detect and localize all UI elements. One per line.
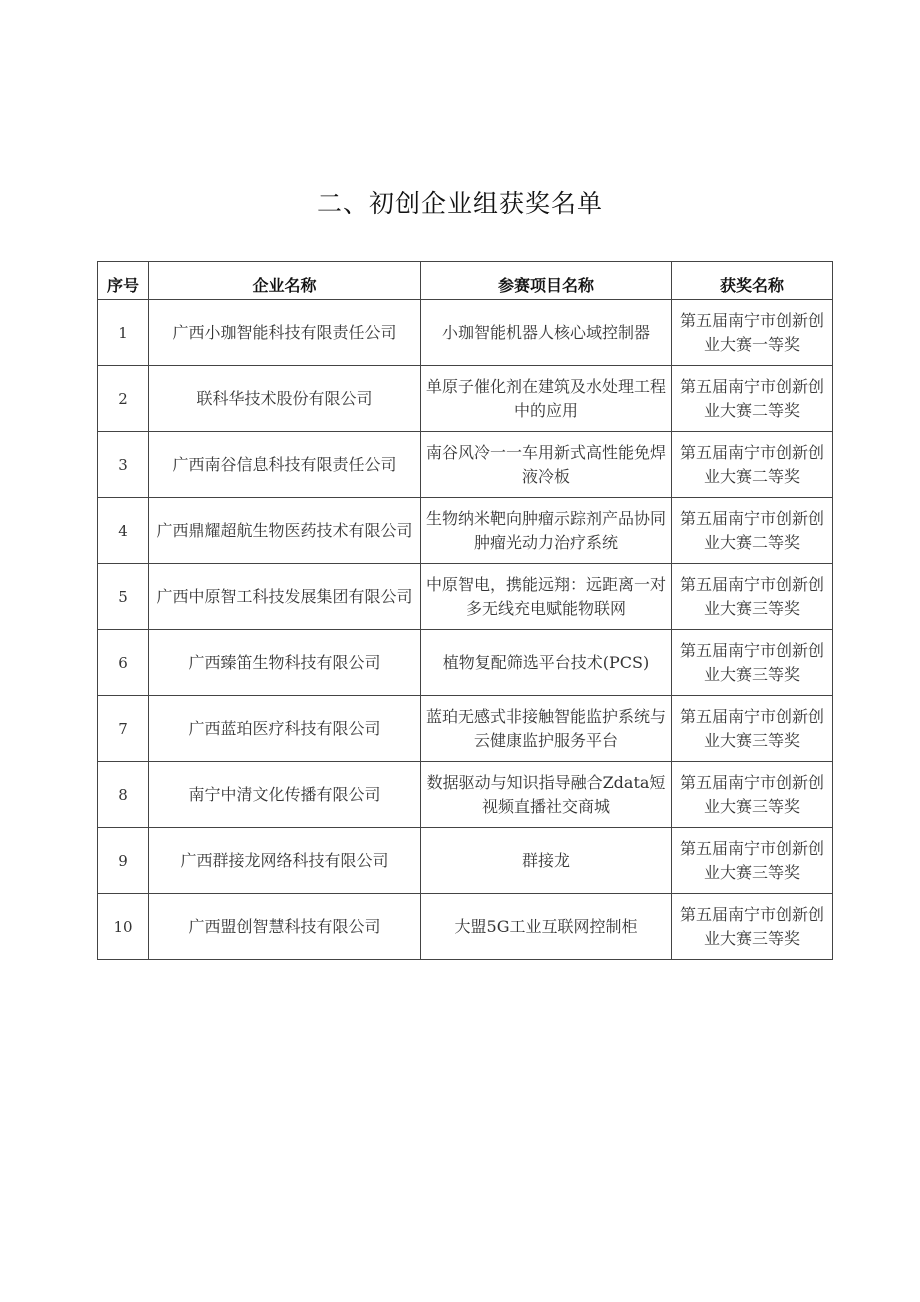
table-row — [98, 498, 833, 564]
table-row — [98, 696, 833, 762]
header-serial-number: 序号 — [98, 262, 149, 300]
table-row — [98, 432, 833, 498]
award-name-cell: 第五届南宁市创新创业大赛三等奖 — [672, 564, 833, 630]
award-name-cell: 第五届南宁市创新创业大赛三等奖 — [672, 630, 833, 696]
serial-number-cell: 8 — [98, 762, 149, 828]
serial-number-cell: 4 — [98, 498, 149, 564]
page-title: 二、初创企业组获奖名单 — [316, 189, 603, 218]
table-header-row — [98, 262, 833, 300]
header-company-name: 企业名称 — [149, 262, 421, 300]
project-name-cell: 生物纳米靶向肿瘤示踪剂产品协同肿瘤光动力治疗系统 — [421, 498, 672, 564]
serial-number-cell: 3 — [98, 432, 149, 498]
project-name-cell: 中原智电，携能远翔：远距离一对多无线充电赋能物联网 — [421, 564, 672, 630]
award-list-table — [97, 261, 833, 960]
project-name-cell: 群接龙 — [421, 828, 672, 894]
serial-number-cell: 9 — [98, 828, 149, 894]
table-row — [98, 564, 833, 630]
header-project-name: 参赛项目名称 — [421, 262, 672, 300]
table-row — [98, 630, 833, 696]
serial-number-cell: 7 — [98, 696, 149, 762]
serial-number-cell: 5 — [98, 564, 149, 630]
header-award-name: 获奖名称 — [672, 262, 833, 300]
company-name-cell: 广西南谷信息科技有限责任公司 — [149, 432, 421, 498]
company-name-cell: 广西中原智工科技发展集团有限公司 — [149, 564, 421, 630]
table-row — [98, 300, 833, 366]
award-name-cell: 第五届南宁市创新创业大赛二等奖 — [672, 432, 833, 498]
project-name-cell: 大盟5G工业互联网控制柜 — [421, 894, 672, 960]
table-row — [98, 366, 833, 432]
project-name-cell: 植物复配筛选平台技术(PCS) — [421, 630, 672, 696]
award-name-cell: 第五届南宁市创新创业大赛三等奖 — [672, 762, 833, 828]
award-name-cell: 第五届南宁市创新创业大赛三等奖 — [672, 828, 833, 894]
table-row — [98, 828, 833, 894]
serial-number-cell: 2 — [98, 366, 149, 432]
serial-number-cell: 1 — [98, 300, 149, 366]
award-name-cell: 第五届南宁市创新创业大赛三等奖 — [672, 894, 833, 960]
company-name-cell: 广西群接龙网络科技有限公司 — [149, 828, 421, 894]
company-name-cell: 广西臻笛生物科技有限公司 — [149, 630, 421, 696]
award-name-cell: 第五届南宁市创新创业大赛一等奖 — [672, 300, 833, 366]
table-row — [98, 762, 833, 828]
award-name-cell: 第五届南宁市创新创业大赛二等奖 — [672, 366, 833, 432]
project-name-cell: 单原子催化剂在建筑及水处理工程中的应用 — [421, 366, 672, 432]
award-name-cell: 第五届南宁市创新创业大赛二等奖 — [672, 498, 833, 564]
table-row — [98, 894, 833, 960]
company-name-cell: 广西蓝珀医疗科技有限公司 — [149, 696, 421, 762]
serial-number-cell: 6 — [98, 630, 149, 696]
serial-number-cell: 10 — [98, 894, 149, 960]
project-name-cell: 南谷风冷一一车用新式高性能免焊液冷板 — [421, 432, 672, 498]
award-name-cell: 第五届南宁市创新创业大赛三等奖 — [672, 696, 833, 762]
project-name-cell: 蓝珀无感式非接触智能监护系统与云健康监护服务平台 — [421, 696, 672, 762]
company-name-cell: 联科华技术股份有限公司 — [149, 366, 421, 432]
company-name-cell: 南宁中清文化传播有限公司 — [149, 762, 421, 828]
project-name-cell: 数据驱动与知识指导融合Zdata短视频直播社交商城 — [421, 762, 672, 828]
project-name-cell: 小珈智能机器人核心域控制器 — [421, 300, 672, 366]
company-name-cell: 广西盟创智慧科技有限公司 — [149, 894, 421, 960]
company-name-cell: 广西鼎耀超航生物医药技术有限公司 — [149, 498, 421, 564]
company-name-cell: 广西小珈智能科技有限责任公司 — [149, 300, 421, 366]
